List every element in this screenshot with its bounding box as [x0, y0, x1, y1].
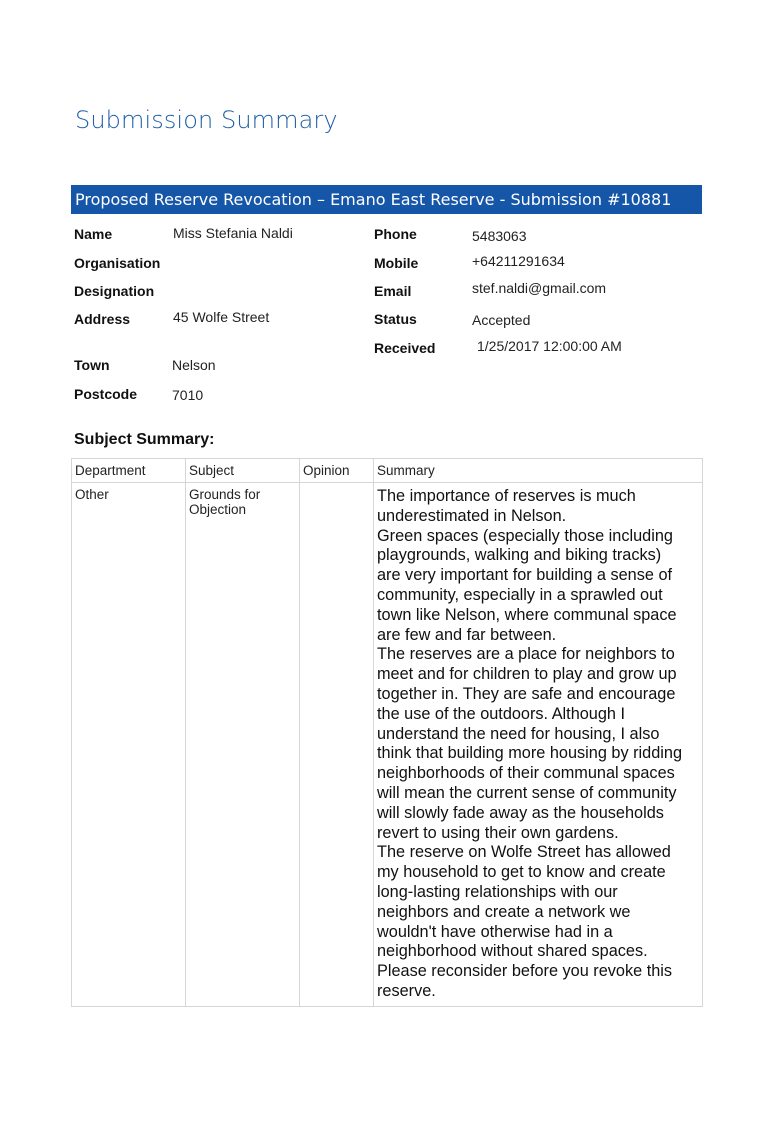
mobile-value: +64211291634 — [472, 253, 565, 269]
summary-line: together in. They are safe and encourage — [377, 684, 676, 703]
summary-cell — [374, 483, 703, 1007]
summary-line: playgrounds, walking and biking tracks) — [377, 546, 662, 565]
summary-line: wouldn't have otherwise had in a — [377, 922, 613, 941]
subject-cell — [186, 483, 300, 1007]
town-label: Town — [74, 357, 110, 373]
table-header-row — [72, 459, 703, 483]
status-value: Accepted — [472, 312, 531, 328]
opinion-header: Opinion — [300, 459, 374, 483]
summary-line: are very important for building a sense of — [377, 566, 673, 585]
subject-line: Objection — [189, 502, 247, 517]
summary-line: underestimated in Nelson. — [377, 506, 567, 525]
summary-line: town like Nelson, where communal space — [377, 605, 677, 624]
table-row — [72, 483, 703, 1007]
postcode-value: 7010 — [172, 387, 204, 403]
summary-header: Summary — [374, 459, 703, 483]
summary-line: community, especially in a sprawled out — [377, 585, 663, 604]
organisation-label: Organisation — [74, 255, 161, 271]
subject-summary-table — [71, 458, 703, 1007]
town-value: Nelson — [172, 357, 216, 373]
summary-line: Please reconsider before you revoke this — [377, 962, 673, 981]
page-title: Submission Summary — [75, 106, 338, 134]
summary-line: the use of the outdoors. Although I — [377, 704, 626, 723]
summary-line: The reserves are a place for neighbors to — [377, 645, 675, 664]
summary-line: will mean the current sense of community — [377, 783, 677, 802]
summary-line: are few and far between. — [377, 625, 557, 644]
submission-banner: Proposed Reserve Revocation – Emano East Reserve - Submission #10881 — [71, 185, 702, 214]
summary-line: my household to get to know and create — [377, 863, 666, 882]
opinion-cell — [300, 483, 374, 1007]
name-value: Miss Stefania Naldi — [173, 225, 293, 241]
summary-line: will slowly fade away as the households — [377, 803, 664, 822]
summary-line: neighborhood without shared spaces. — [377, 942, 648, 961]
summary-line: reserve. — [377, 981, 436, 1000]
address-value: 45 Wolfe Street — [173, 309, 270, 325]
mobile-label: Mobile — [374, 255, 419, 271]
summary-line: neighbors and create a network we — [377, 902, 631, 921]
summary-line: understand the need for housing, I also — [377, 724, 660, 743]
summary-line: meet and for children to play and grow up — [377, 665, 677, 684]
summary-line: neighborhoods of their communal spaces — [377, 764, 675, 783]
received-label: Received — [374, 340, 436, 356]
phone-label: Phone — [374, 226, 417, 242]
subject-header: Subject — [186, 459, 300, 483]
phone-value: 5483063 — [472, 228, 527, 244]
designation-label: Designation — [74, 283, 155, 299]
address-label: Address — [74, 311, 131, 327]
subject-summary-title: Subject Summary: — [74, 431, 215, 448]
received-value: 1/25/2017 12:00:00 AM — [477, 338, 622, 354]
status-label: Status — [374, 311, 417, 327]
summary-line: revert to using their own gardens. — [377, 823, 619, 842]
summary-line: The importance of reserves is much — [377, 487, 636, 505]
summary-line: The reserve on Wolfe Street has allowed — [377, 843, 671, 862]
email-value: stef.naldi@gmail.com — [472, 280, 607, 296]
summary-line: Green spaces (especially those including — [377, 526, 673, 545]
name-label: Name — [74, 226, 113, 242]
postcode-label: Postcode — [74, 386, 138, 402]
summary-line: think that building more housing by ridding — [377, 744, 683, 763]
department-cell: Other — [72, 483, 186, 1007]
department-header: Department — [72, 459, 186, 483]
subject-line: Grounds for — [189, 487, 261, 502]
email-label: Email — [374, 283, 412, 299]
summary-line: long-lasting relationships with our — [377, 882, 618, 901]
